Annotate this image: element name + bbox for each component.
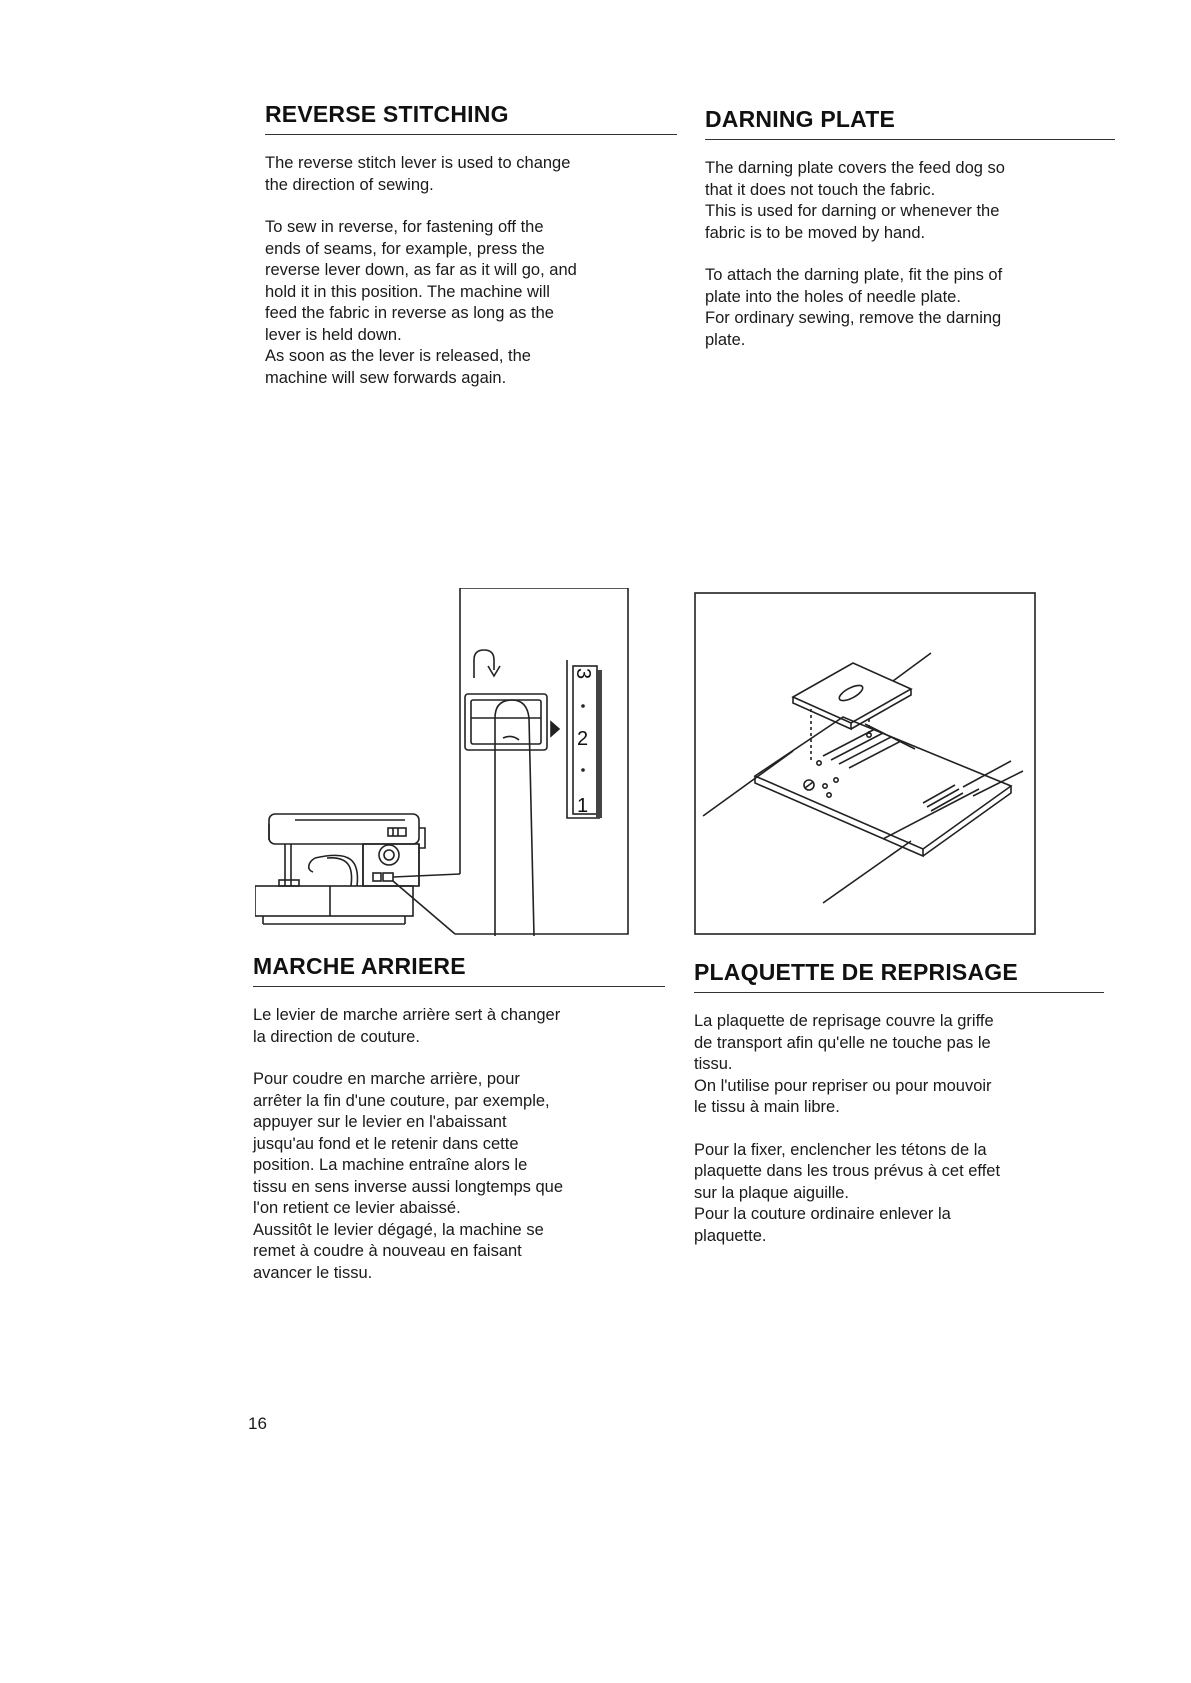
scale-label-2: 2 [577, 728, 589, 750]
stitch-length-scale [567, 660, 602, 818]
paragraph: Pour coudre en marche arrière, pour arrêter la fin d'une couture, par exemple, appuyer sur le levier en l'abaissant jusqu'au fond et le retenir dans cette position. La machine entraîne alors le tissu en sens inverse aussi longtemps que l'on retient ce levier abaissé. Aussitôt le levier dégagé, la machine se remet à coudre à nouveau en faisant avancer le tissu. [253, 1070, 564, 1282]
section-plaquette-de-reprisage [694, 959, 1104, 1268]
page-number: 16 [248, 1414, 267, 1433]
scale-label-1: 1 [577, 795, 589, 817]
heading-plaquette-de-reprisage: PLAQUETTE DE REPRISAGE [694, 959, 1104, 993]
paragraph: Pour la fixer, enclencher les tétons de la plaquette dans les trous prévus à cet effet sur la plaque aiguille. Pour la couture ordinaire enlever la plaquette. [694, 1140, 1001, 1245]
reverse-lever-illustration [255, 588, 630, 936]
section-darning-plate [705, 106, 1115, 372]
section-marche-arriere [253, 953, 665, 1305]
paragraph: La plaquette de reprisage couvre la griffe de transport afin qu'elle ne touche pas le tissu. On l'utilise pour repriser ou pour mouvoir le tissu à main libre. [694, 1012, 994, 1116]
scale-label-3: 3 [572, 668, 594, 680]
paragraph: Le levier de marche arrière sert à changer la direction de couture. [253, 1006, 561, 1046]
paragraph: The reverse stitch lever is used to change the direction of sewing. [265, 154, 571, 194]
sewing-machine-icon [255, 814, 425, 924]
reverse-arrow-icon [474, 650, 500, 678]
heading-darning-plate: DARNING PLATE [705, 106, 1115, 140]
finger-icon [495, 700, 534, 936]
paragraph: To sew in reverse, for fastening off the ends of seams, for example, press the reverse lever down, as far as it will go, and hold it in this position. The machine will feed the fabric in reverse as long as the lever is held down. As soon as the lever is released, the machine will sew forwards again. [265, 218, 577, 387]
paragraph: The darning plate covers the feed dog so that it does not touch the fabric. This is used for darning or whenever the fabric is to be moved by hand. [705, 159, 1005, 242]
heading-reverse-stitching: REVERSE STITCHING [265, 101, 677, 135]
section-reverse-stitching [265, 101, 677, 410]
heading-marche-arriere: MARCHE ARRIERE [253, 953, 665, 987]
darning-plate [793, 663, 911, 761]
darning-plate-illustration [693, 591, 1037, 936]
paragraph: To attach the darning plate, fit the pins of plate into the holes of needle plate. For ordinary sewing, remove the darning plate. [705, 266, 1003, 349]
needle-plate [755, 717, 1011, 856]
